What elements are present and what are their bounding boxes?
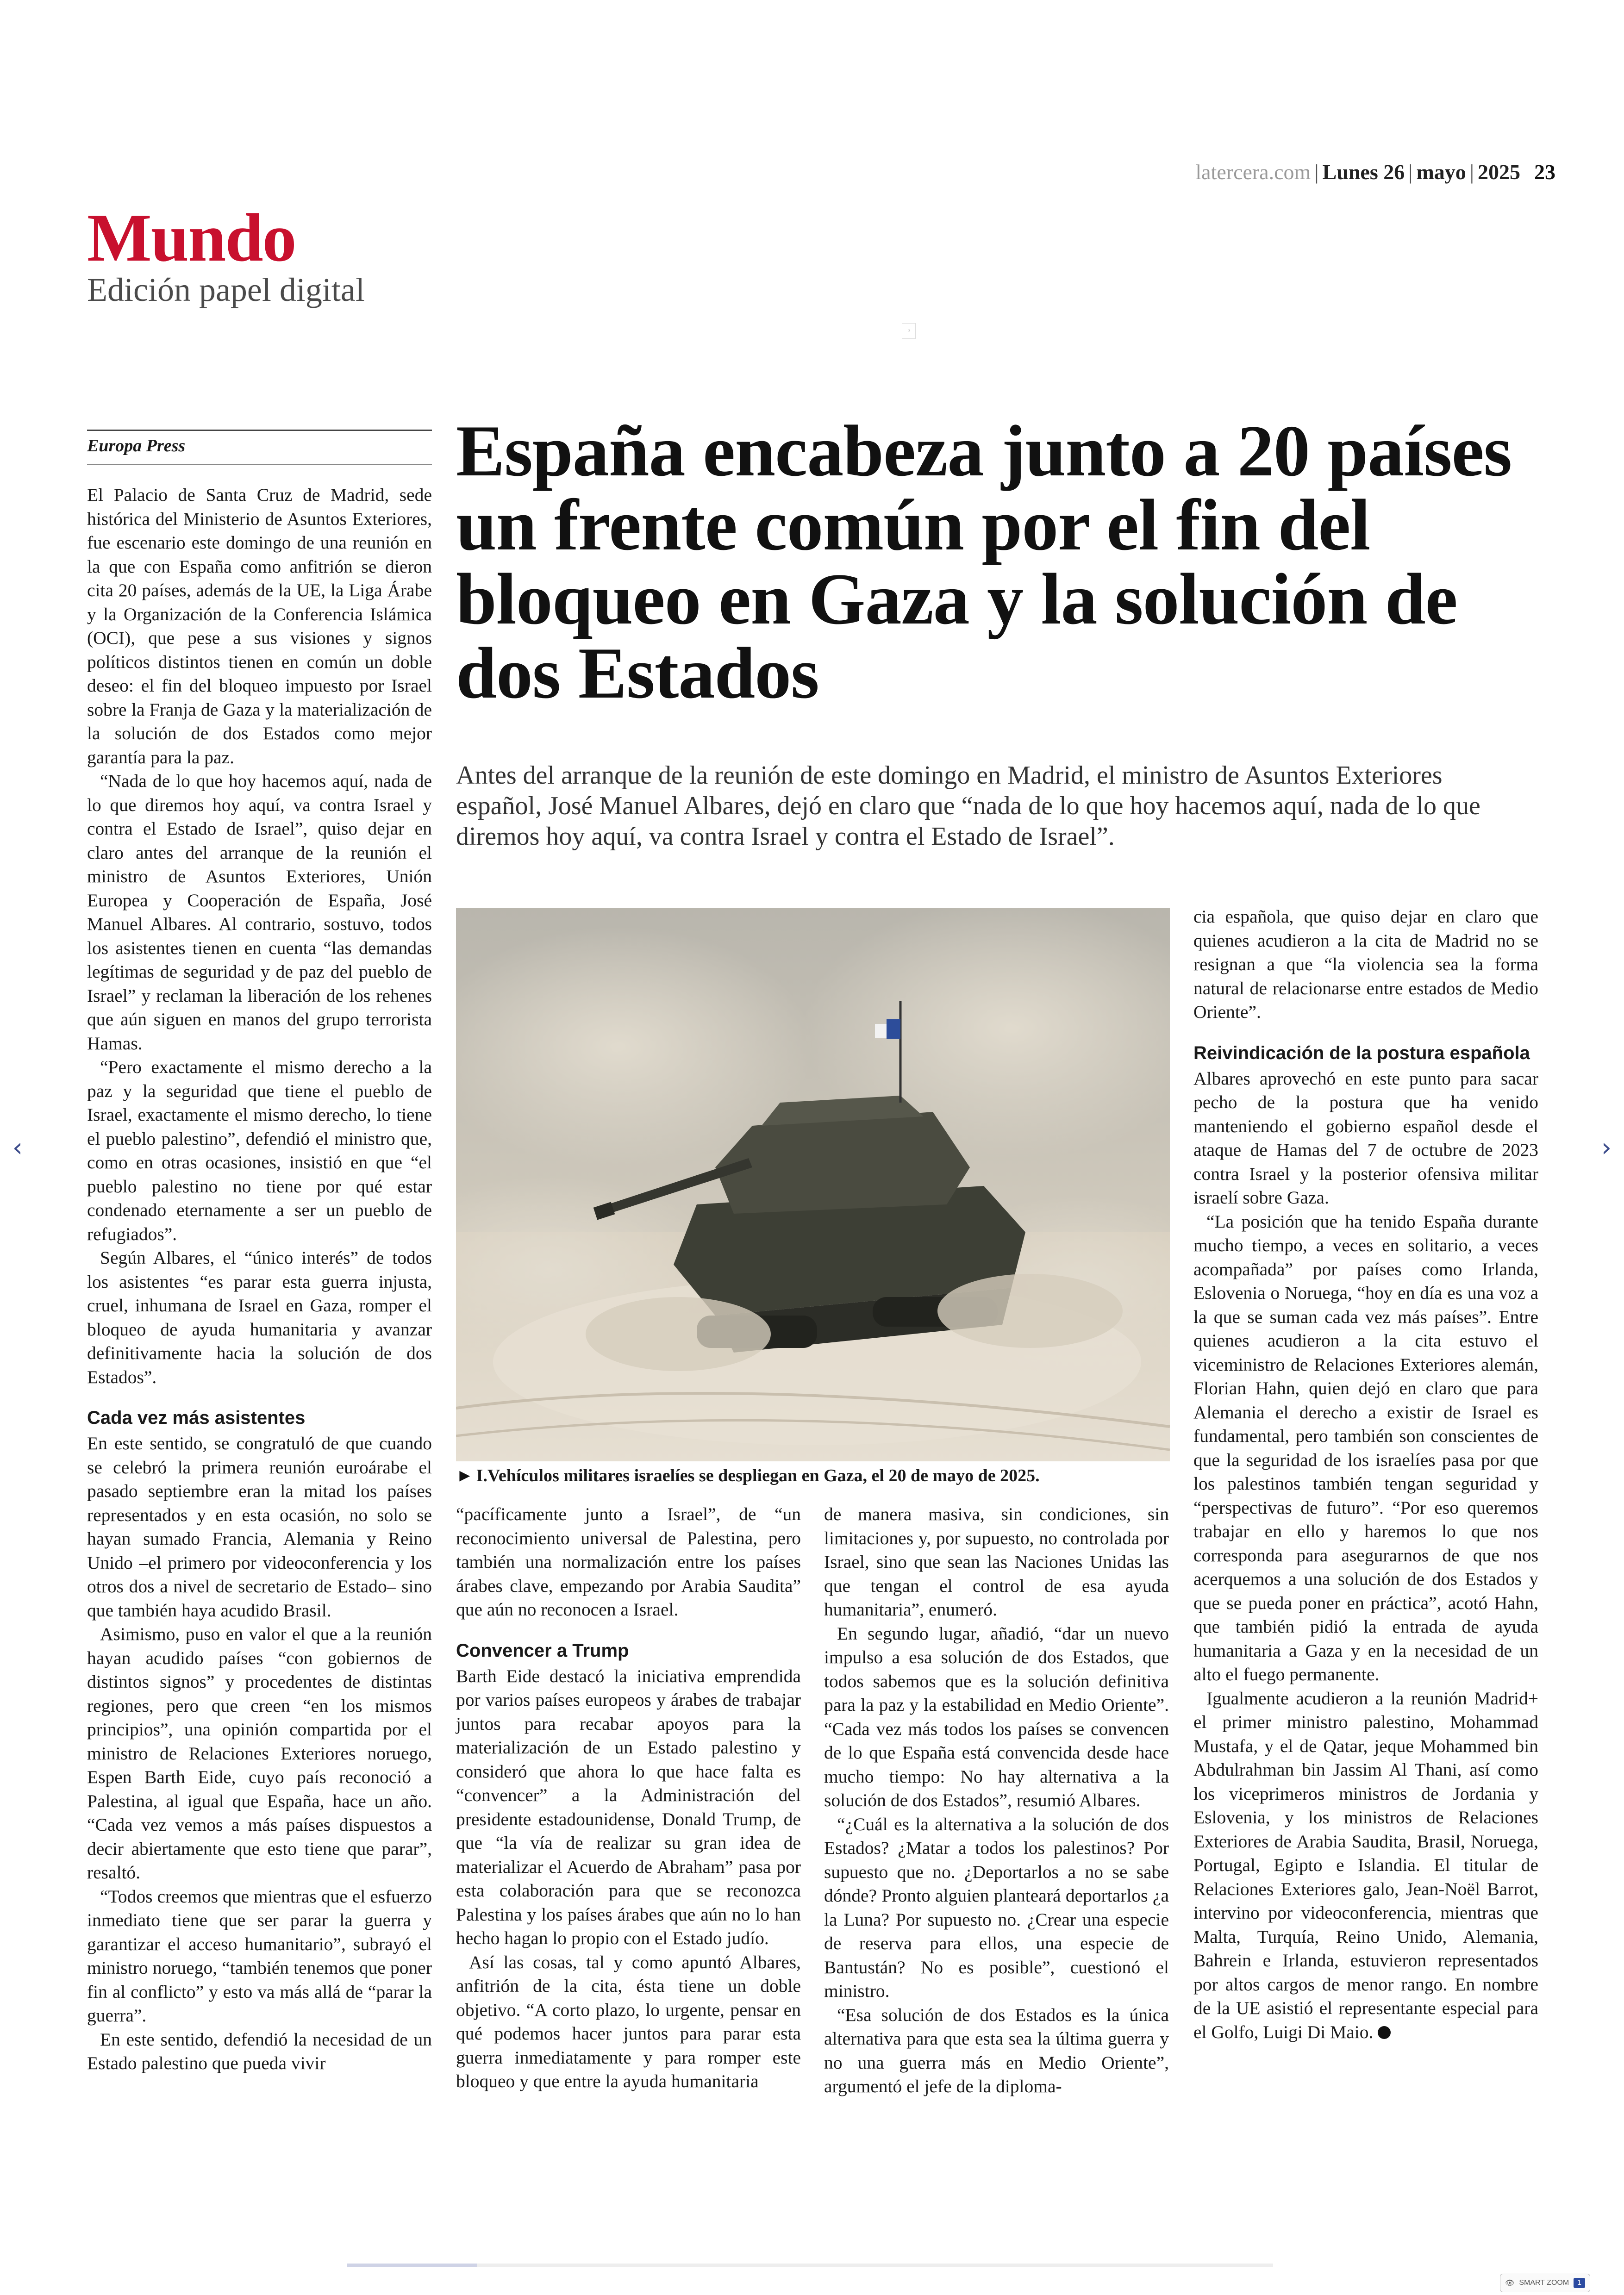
weekday: Lunes 26: [1322, 160, 1405, 184]
masthead-date: latercera.com | Lunes 26 | mayo | 2025 23: [1195, 160, 1555, 184]
paragraph: “Todos creemos que mientras que el esfuerzo inmediato tiene que ser parar la guerra y garantizar el acceso humanitario”, subrayó el ministro noruego, “también tenemos que poner fin al conflicto” y esto va más allá de “parar la guerra”.: [87, 1886, 432, 2026]
zoom-level-badge: 1: [1574, 2278, 1585, 2288]
page-number: 23: [1534, 160, 1555, 184]
tank-photo: [456, 908, 1170, 1461]
subheading: Reivindicación de la postura española: [1193, 1042, 1530, 1063]
right-column: [1193, 905, 1538, 2044]
paragraph: Según Albares, el “único interés” de todos los asistentes “es parar esta guerra injusta, cruel, inhumana de Israel en Gaza, romper el bloqueo de ayuda humanitaria y avanzar definitivamente hacia la solución de dos Estados”.: [87, 1247, 432, 1387]
paragraph: Así las cosas, tal y como apuntó Albares, anfitrión de la cita, ésta tiene un doble objetivo. “A corto plazo, lo urgente, pensar en qué podemos hacer juntos para parar esta guerra inmediatamente y para romper este bloqueo y que entre la ayuda humanitaria: [456, 1952, 801, 2091]
paragraph: En este sentido, se congratuló de que cuando se celebró la primera reunión euroárabe el pasado septiembre eran la mitad los países representados y en esta ocasión, no solo se hayan sumado Francia, Alemania y Reino Unido –el primero por videoconferencia y los otros dos a nivel de secretario de Estado– sino que también haya acudido Brasil.: [87, 1433, 432, 1621]
end-of-article-icon: [1378, 2026, 1391, 2039]
caption-triangle-icon: ►: [456, 1466, 474, 1485]
headline: España encabeza junto a 20 países un frente común por el fin del bloqueo en Gaza y la solución de dos Estados: [456, 411, 1512, 714]
paragraph: de manera masiva, sin condiciones, sin limitaciones y, por supuesto, no controlada por Israel, sino que sean las Naciones Unidas las que tengan el control de esa ayuda humanitaria”, enumeró.: [824, 1504, 1169, 1620]
paragraph-text: Igualmente acudieron a la reunión Madrid+ el primer ministro palestino, Mohammad Mustafa, y el de Qatar, jeque Mohammed bin Abdulrahman bin Jassim Al Thani, así como los viceprimeros ministros de Jordania y Eslovenia, y los ministros de Relaciones Exteriores de Arabia Saudita, Brasil, Noruega, Portugal, Egipto e Islandia. El titular de Relaciones Exteriores galo, Jean-Noël Barrot, intervino por videoconferencia, mientras que Malta, Turquía, Reino Unido, Alemania, Bahrein e Irlanda, estuvieron representados por altos cargos de menor rango. En nombre de la UE asistió el representante especial para el Golfo, Luigi Di Maio.: [1193, 1688, 1538, 2042]
subheading: Convencer a Trump: [456, 1640, 629, 1661]
paragraph: Albares aprovechó en este punto para sacar pecho de la postura que ha venido manteniendo el gobierno español desde el ataque de Hamas del 7 de octubre de 2023 contra Israel y la posterior ofensiva militar israelí sobre Gaza.: [1193, 1068, 1538, 1208]
paragraph: “La posición que ha tenido España durante mucho tiempo, a veces en solitario, a veces acompañada” por países como Irlanda, Eslovenia o Noruega, “hoy en día es una voz a la que se suman cada vez más países”. Entre quienes acudieron a la cita estuvo el viceministro de Relaciones Exteriores alemán, Florian Hahn, quien dejó en claro que para Alemania el derecho a existir de Israel es fundamental, pero también son conscientes de que la seguridad de los israelíes pasa por que los palestinos también tengan seguridad y “perspectivas de futuro”. “Por eso queremos trabajar en ello y haremos lo que nos corresponda para asegurarnos de que nos acerquemos a una solución de dos Estados y que se pueda poner en práctica”, acotó Hahn, que también pidió la entrada de ayuda humanitaria a Gaza y en la necesidad de un alto el fuego permanente.: [1193, 1211, 1538, 1684]
chevron-right-icon[interactable]: ›: [1601, 1133, 1612, 1163]
caption-text: I.Vehículos militares israelíes se despliegan en Gaza, el 20 de mayo de 2025.: [476, 1466, 1040, 1485]
paragraph: “pacíficamente junto a Israel”, de “un reconocimiento universal de Palestina, pero también una normalización entre los países árabes clave, empezando por Arabia Saudita” que aún no reconocen a Israel.: [456, 1504, 801, 1620]
byline: Europa Press: [87, 436, 186, 455]
page-marker-icon: ▫: [902, 323, 916, 339]
section-subtitle: Edición papel digital: [87, 271, 365, 308]
standfirst: Antes del arranque de la reunión de este domingo en Madrid, el ministro de Asuntos Exteriores español, José Manuel Albares, dejó en claro que “nada de lo que hoy hacemos aquí, nada de lo que diremos hoy aquí, va contra Israel y contra el Estado de Israel”.: [456, 761, 1480, 851]
middle-column-1: [456, 1503, 801, 2094]
paragraph: [1193, 1687, 1538, 2045]
chevron-left-icon[interactable]: ‹: [12, 1133, 23, 1163]
smart-zoom-button[interactable]: [1500, 2274, 1590, 2292]
paragraph: “Pero exactamente el mismo derecho a la paz y la seguridad que tiene el pueblo de Israel, exactamente el mismo derecho, lo tiene el pueblo palestino”, defendió el ministro que, como en otras ocasiones, insistió en que “el pueblo palestino no tiene por qué estar condenado eternamente a ser un pueblo de refugiados”.: [87, 1057, 432, 1244]
year: 2025: [1478, 160, 1520, 184]
paragraph: “¿Cuál es la alternativa a la solución de dos Estados? ¿Matar a todos los palestinos? Por supuesto que no. ¿Deportarlos a no se sabe dónde? Pronto alguien planteará deportarlos ¿a la Luna? Por supuesto no. ¿Crear una especie de reserva para ellos, una especie de Bantustán? No es posible”, cuestionó el ministro.: [824, 1814, 1169, 2001]
paragraph: El Palacio de Santa Cruz de Madrid, sede histórica del Ministerio de Asuntos Exteriores, fue escenario este domingo de una reunión en la que con España como anfitrión se dieron cita 20 países, además de la UE, la Liga Árabe y la Organización de la Conferencia Islámica (OCI), que pese a sus visiones y signos políticos distintos tienen en común un doble deseo: el fin del bloqueo impuesto por Israel sobre la Franja de Gaza y la materialización de la solución de dos Estados como mejor garantía para la paz.: [87, 485, 432, 767]
paragraph: En este sentido, defendió la necesidad de un Estado palestino que pueda vivir: [87, 2029, 432, 2073]
paragraph: Barth Eide destacó la iniciativa emprendida por varios países europeos y árabes de trabajar juntos para recabar apoyos para la materialización de un Estado palestino y consideró que ahora lo que hace falta es “convencer” a la Administración del presidente estadounidense, Donald Trump, de que “la vía de realizar su gran idea de materializar el Acuerdo de Abraham” pasa por esta colaboración para que se reconozca Palestina y los países árabes que aún no lo han hecho hagan lo propio con el Estado judío.: [456, 1665, 801, 1948]
middle-column-2: [824, 1503, 1169, 2099]
page-progress-fill: [347, 2264, 477, 2267]
paragraph: “Nada de lo que hoy hacemos aquí, nada de lo que diremos hoy aquí, va contra Israel y contra el Estado de Israel”, quiso dejar en claro antes del arranque de la reunión el ministro de Asuntos Exteriores, Unión Europea y Cooperación de España, José Manuel Albares. Al contrario, sostuvo, todos los asistentes tienen en cuenta “las demandas legítimas de seguridad y de paz del pueblo de Israel” y reclaman la liberación de los rehenes que aún siguen en manos del grupo terrorista Hamas.: [87, 771, 432, 1054]
page-progress-bar[interactable]: [347, 2264, 1273, 2267]
photo-caption: [456, 1466, 1170, 1486]
paragraph: cia española, que quiso dejar en claro que quienes acudieron a la cita de Madrid no se resignan a que “la violencia sea la forma natural de relacionarse entre estados de Medio Oriente”.: [1193, 906, 1538, 1022]
subheading: Cada vez más asistentes: [87, 1408, 306, 1428]
paragraph: Asimismo, puso en valor el que a la reunión hayan acudido países “con gobiernos de distintos signos” y procedentes de distintas regiones, pero que creen “en los mismos principios”, una opinión compartida por el ministro de Relaciones Exteriores noruego, Espen Barth Eide, cuyo país reconoció a Palestina, al igual que España, hace un año. “Cada vez vemos a más países dispuestos a decir abiertamente que esto tiene que parar”, resaltó.: [87, 1624, 432, 1883]
eye-icon: 👁: [1505, 2279, 1515, 2287]
left-column: [87, 430, 432, 2076]
site-name: latercera.com: [1195, 160, 1311, 184]
section-title: Mundo: [87, 200, 296, 276]
paragraph: “Esa solución de dos Estados es la única alternativa para que esta sea la última guerra y no una guerra más en Medio Oriente”, argumentó el jefe de la diploma-: [824, 2004, 1169, 2096]
paragraph: En segundo lugar, añadió, “dar un nuevo impulso a esa solución de dos Estados, que todos sabemos que es la solución definitiva para la paz y la estabilidad en Medio Oriente”. “Cada vez más todos los países se convencen de lo que España está convencida desde hace mucho tiempo: No hay alternativa a la solución de dos Estados”, resumió Albares.: [824, 1623, 1169, 1810]
smart-zoom-label: SMART ZOOM: [1519, 2279, 1569, 2287]
month: mayo: [1416, 160, 1466, 184]
